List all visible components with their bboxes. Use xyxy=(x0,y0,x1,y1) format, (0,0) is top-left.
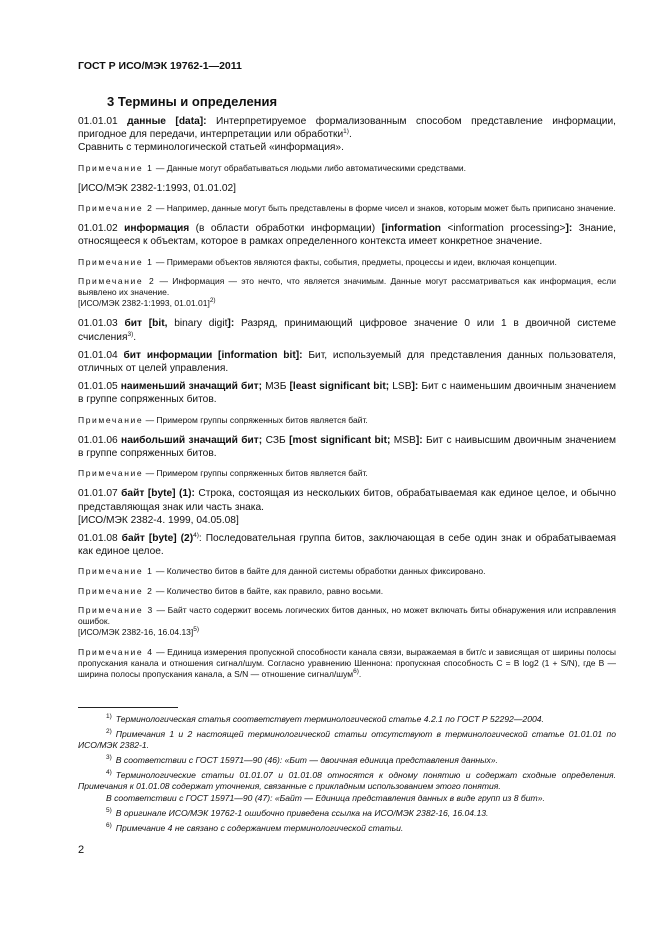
note: Примечание 3 — Байт часто содержит восемь логических битов данных, но может включать биты обнаружения или исправления ошибок. xyxy=(78,604,616,627)
footnote-ref[interactable]: 2) xyxy=(209,297,216,305)
term-01-01-03: 01.01.03 бит [bit, binary digit]: Разряд, принимающий цифровое значение 0 или 1 в двоичной системе счисления$^{3)}$. xyxy=(78,318,617,343)
standard-header: ГОСТ Р ИСО/МЭК 19762-1—2011 xyxy=(78,60,242,72)
footnote-ref[interactable]: 1) xyxy=(343,128,349,136)
page-number: 2 xyxy=(78,844,85,856)
note: Примечание 2 — Количество битов в байте, как правило, равно восьми. xyxy=(78,585,384,596)
source-reference: [ИСО/МЭК 2382-1:1993, 01.01.02] xyxy=(78,182,236,194)
footnote: $^{4)}$ Терминологические статьи 01.01.07 и 01.01.08 относятся к одному понятию и содержат сходные определения. Примечания к 01.01.08 содержат уточнения, связанные с прикладным использованием этого понятия. xyxy=(78,769,616,791)
term-01-01-01: 01.01.01 данные [data]: Интерпретируемое формализованным способом представление информации, пригодное для передачи, интерпретации или обработки$^{1)}$. xyxy=(78,116,616,141)
footnote-ref[interactable]: 6) xyxy=(353,667,359,675)
note: Примечание 2 — Информация — это нечто, что является значимым. Данные могут рассматриваться как информация, если выявлено их значение. xyxy=(78,275,616,298)
term-01-01-02: 01.01.02 информация (в области обработки информации) [information <information processing>]: Знание, относящееся к объектам, которое в рамках определенного контекста имеет конкретное значение. xyxy=(78,223,616,248)
note: Примечание 2 — Например, данные могут быть представлены в форме чисел и знаков, которым может быть приписано значение. xyxy=(78,203,616,214)
footnote: $^{6)}$ Примечание 4 не связано с содержанием терминологической статьи. xyxy=(106,822,404,833)
terms-content xyxy=(78,115,616,686)
footnote-ref[interactable]: 5) xyxy=(193,626,200,634)
source-reference: [ИСО/МЭК 2382-4. 1999, 04.05.08] xyxy=(78,514,239,526)
note: Примечание — Примером группы сопряженных битов является байт. xyxy=(78,414,368,425)
footnote: $^{1)}$ Терминологическая статья соответствует терминологической статье 4.2.1 по ГОСТ Р 52292—2004. xyxy=(106,713,544,724)
footnote: $^{5)}$ В оригинале ИСО/МЭК 19762-1 ошибочно приведена ссылка на ИСО/МЭК 2382-16, 16.04.13. xyxy=(106,807,489,818)
footnotes xyxy=(78,714,616,838)
term-01-01-08: 01.01.08 байт [byte] $(2)^{4)}$: Последовательная группа битов, заключающая в себе один знак и обрабатываемая как единое целое. xyxy=(78,532,616,558)
note: Примечание 4 — Единица измерения пропускной способности канала связи, выражаемая в бит/с и зависящая от ширины полосы пропускания канала и отношения сигнал/шум. Согласно уравнению Шеннона: пропускная способность С = В log2 (1 + S/N), где В — ширина полосы пропускания канала, а S/N — отношение сигнал/шум$^{6)}$. xyxy=(78,646,616,679)
note: Примечание 1 — Данные могут обрабатываться людьми либо автоматическими средствами. xyxy=(78,162,467,173)
note: Примечание 1 — Количество битов в байте для данной системы обработки данных фиксировано. xyxy=(78,566,486,577)
footnote-separator xyxy=(78,707,178,708)
term-compare: Сравнить с терминологической статьей «информация». xyxy=(78,142,344,154)
note: Примечание 1 — Примерами объектов являются факты, события, предметы, процессы и идеи, включая концепции. xyxy=(78,256,557,267)
footnote-ref[interactable]: 3) xyxy=(127,330,134,338)
term-01-01-06: 01.01.06 наибольший значащий бит; СЗБ [most significant bit; MSB]: Бит с наивысшим двоичным значением в группе сопряженных битов. xyxy=(78,434,616,460)
term-01-01-07: 01.01.07 байт [byte] (1): Строка, состоящая из нескольких битов, обрабатываемая как единое целое, и обычно представляющая знак или часть знака. xyxy=(78,488,616,513)
source-reference: [ИСО/МЭК 2382-1:1993, 01.01.01]$^{2)}$ xyxy=(78,297,216,309)
footnote-ref[interactable]: 4) xyxy=(193,532,199,540)
term-01-01-05: 01.01.05 наименьший значащий бит; МЗБ [least significant bit; LSB]: Бит с наименьшим двоичным значением в группе сопряженных битов. xyxy=(78,381,616,406)
section-title: 3 Термины и определения xyxy=(107,94,278,109)
footnote: В соответствии с ГОСТ 15971—90 (47): «Байт — Единица представления данных в виде групп из 8 бит». xyxy=(106,793,545,803)
footnote: $^{3)}$ В соответствии с ГОСТ 15971—90 (46): «Бит — двоичная единица представления данных». xyxy=(106,754,498,765)
footnote: $^{2)}$ Примечания 1 и 2 настоящей терминологической статьи отсутствуют в терминологической статье 01.01.01 по ИСО/МЭК 2382-1. xyxy=(78,728,616,750)
source-reference: [ИСО/МЭК 2382-16, 16.04.13]$^{5)}$ xyxy=(78,626,200,638)
term-01-01-04: 01.01.04 бит информации [information bit]: Бит, используемый для представления данных пользователя, отличных от целей управления. xyxy=(78,349,616,375)
note: Примечание — Примером группы сопряженных битов является байт. xyxy=(78,468,368,479)
